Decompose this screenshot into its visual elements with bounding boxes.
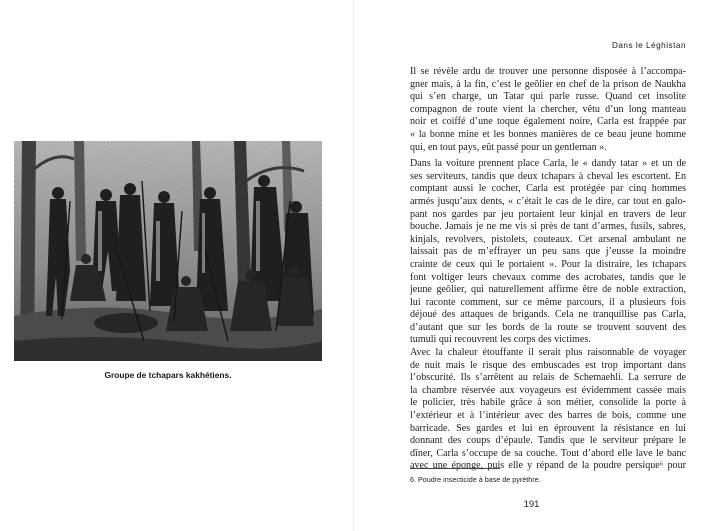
page-number: 191 [523, 499, 540, 510]
text-line: armés jusqu’aux dents, « c’était le cas de le dire, car tout en galo- [410, 195, 686, 207]
text-line: pant nos gardes par jeu portaient leur kinjal en travers de leur [410, 208, 686, 220]
text-line: avec une éponge, puis elle y répand de la poudre persique⁶ pour [410, 460, 686, 472]
running-head: Dans le Léghistan [611, 41, 686, 50]
text-line: ses serviteurs, tandis que deux tchapars à cheval les escortent. En [410, 170, 686, 182]
text-line: qui s’en charge, un Tatar qui parle russe. Quand cet insolite [410, 91, 686, 103]
text-line: kinjals, revolvers, pistolets, couteaux. Cet arsenal ambulant ne [410, 233, 686, 245]
text-line: noir et coiffé d’une toque également noire, Carla est frappée par [410, 116, 686, 128]
text-line: jeune geôlier, qui naturellement affirme être de noble extraction, [410, 284, 686, 296]
right-page [354, 0, 709, 531]
text-line: bouche. Jamais je ne me vis si près de tant d’armes, fusils, sabres, [410, 221, 686, 233]
text-line: l’extérieur et à l’intérieur avec des barres de bois, comme une [410, 410, 686, 422]
text-line: « la bonne mine et les bonnes manières de ce beau jeune homme [410, 128, 686, 140]
figure-caption: Groupe de tchapars kakhétiens. [104, 370, 232, 380]
engraving-illustration [14, 141, 322, 361]
text-line: barricade. Ses gardes et lui en éprouvent la résistance en lui [410, 422, 686, 434]
text-line: de nuit mais le risque des embuscades est trop important dans [410, 359, 686, 371]
text-line: la chambre réservée aux voyageurs est évidemment cassée mais [410, 384, 686, 396]
text-line: tumuli qui recouvrent les corps des victimes. [410, 334, 591, 346]
body-text [410, 66, 686, 473]
text-line: crainte de ceux qui le portaient ». Pour la distraire, les tchapars [410, 258, 686, 270]
text-line: dîner, Carla s’occupe de sa couche. Tout d’abord elle lave le banc [410, 447, 686, 459]
text-line: lui raconte comment, sur ce même parcours, il a plusieurs fois [410, 296, 686, 308]
text-line: Dans la voiture prennent place Carla, le « dandy tatar » et un de [410, 158, 686, 170]
text-line: compagnon de route vient la chercher, vêtu d’un long manteau [410, 103, 686, 115]
text-line: d’autant que sur les bords de la route se trouvent souvent des [410, 321, 686, 333]
text-line: laissait pas de m’effrayer un peu sans que j’eusse la moindre [410, 246, 686, 258]
text-line: qui, en tout pays, eût passé pour un gentleman ». [410, 141, 607, 153]
text-line: l’obscurité. Ils s’arrêtent au relais de Schemaehli. La serrure de [410, 372, 686, 384]
footnote-rule [410, 468, 500, 469]
left-page [0, 0, 354, 531]
text-line: déjoué des attaques de brigands. Cela ne tranquillise pas Carla, [410, 309, 686, 321]
text-line: donnant des coups d’épaule. Tandis que le serviteur prépare le [410, 435, 686, 447]
footnote: 6. Poudre insecticide à base de pyrèthre. [410, 475, 541, 484]
text-line: comptant aussi le cocher, Carla est protégée par cinq hommes [410, 183, 686, 195]
engraving-drawing [14, 141, 322, 361]
text-line: Avec la chaleur étouffante il serait plus raisonnable de voyager [410, 347, 686, 359]
text-line: font voltiger leurs chevaux comme des acrobates, tandis que le [410, 271, 686, 283]
text-line: le policier, très habile grâce à son métier, consolide la porte à [410, 397, 686, 409]
text-line: Il se révèle ardu de trouver une personne disposée à l’accompa- [410, 66, 686, 77]
text-line: gner mais, à la fin, c’est le geôlier en chef de la prison de Naukha [410, 78, 686, 90]
